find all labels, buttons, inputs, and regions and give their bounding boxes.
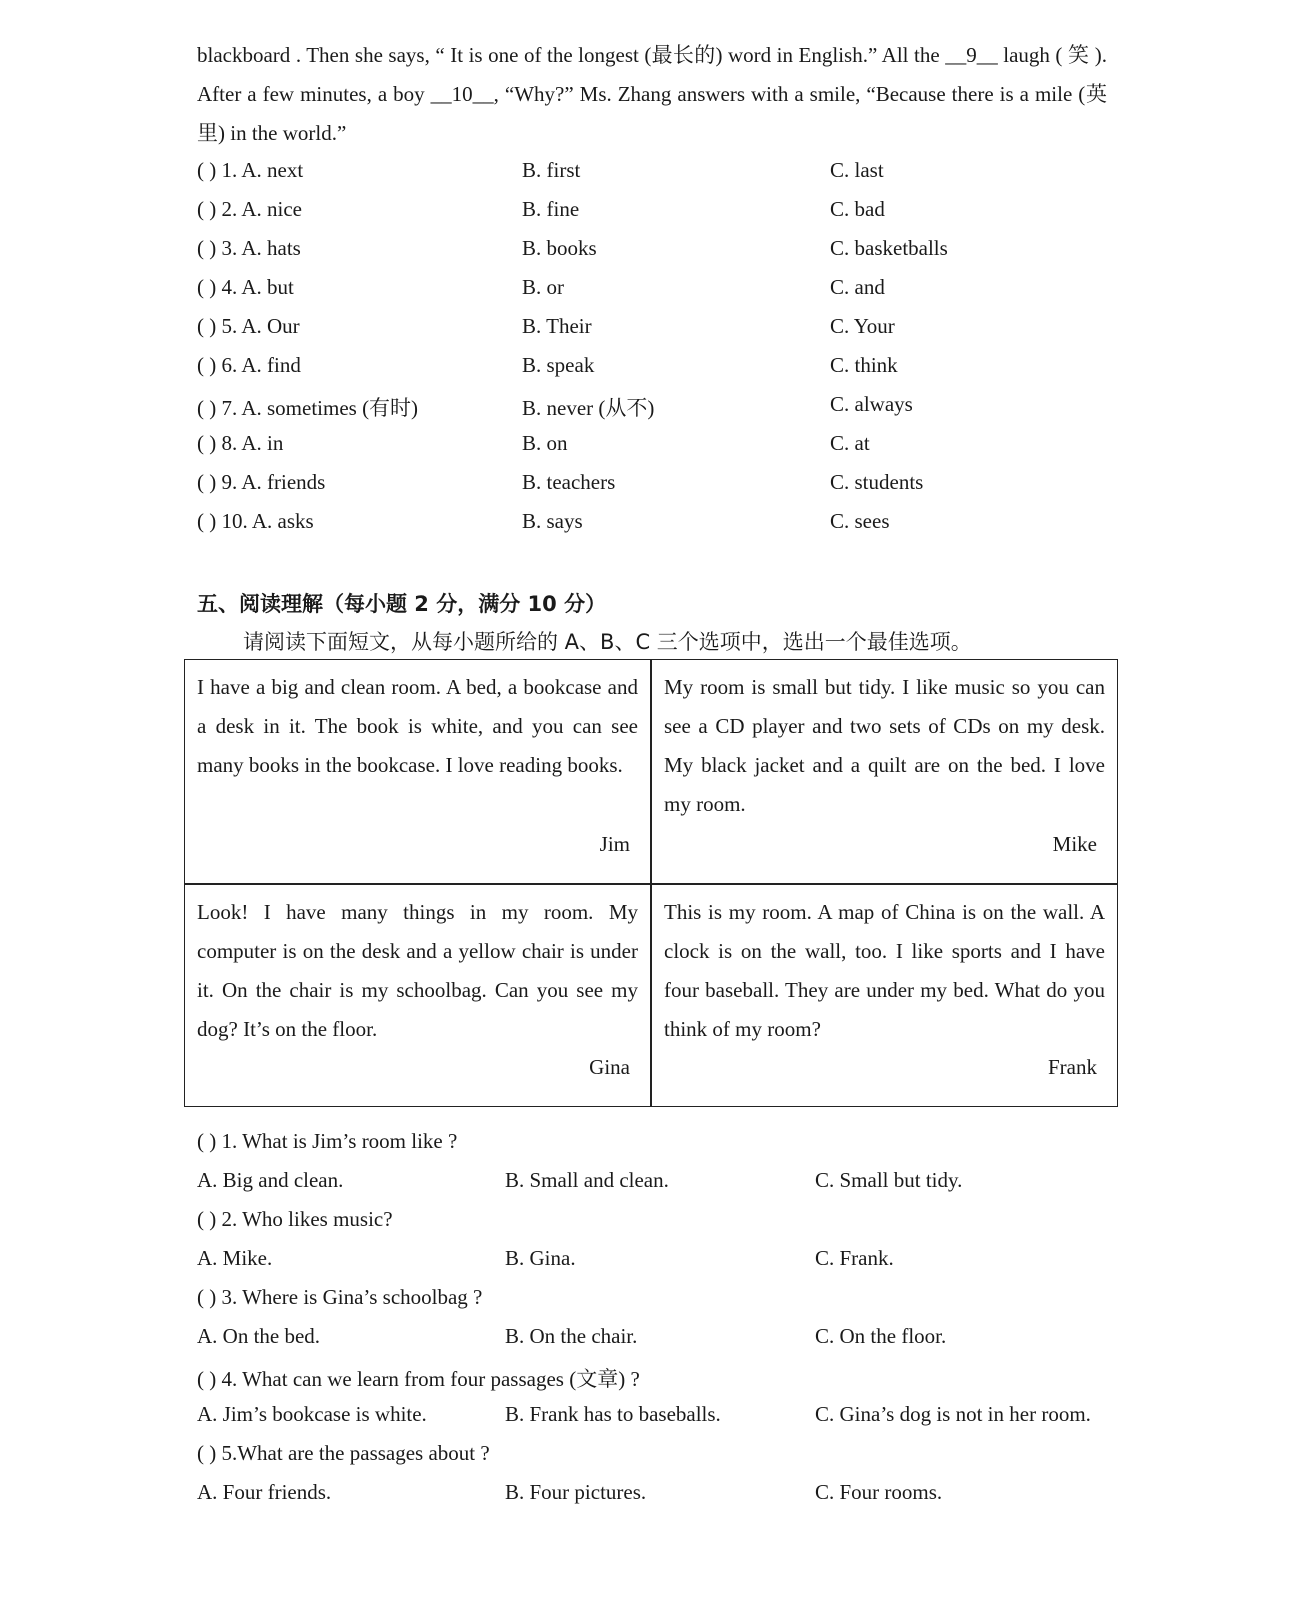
passage-text: My room is small but tidy. I like music so you can see a CD player and two sets of CDs on my desk. My black jacket and a quilt are on the bed. I love my room. xyxy=(664,675,1105,816)
question-row xyxy=(0,1363,1290,1393)
cloze-option-b: B. on xyxy=(522,431,568,455)
cloze-option-b: B. says xyxy=(522,509,583,533)
passage-author: Mike xyxy=(1052,832,1097,856)
passage-cell xyxy=(652,885,1117,1106)
answer-option-a: A. Jim’s bookcase is white. xyxy=(197,1402,427,1426)
answer-option-c: C. On the floor. xyxy=(815,1324,947,1348)
section-instruction: 请阅读下面短文，从每小题所给的 A、B、C 三个选项中，选出一个最佳选项。 xyxy=(243,630,972,654)
cloze-option-b: B. speak xyxy=(522,353,595,377)
answer-option-a: A. Big and clean. xyxy=(197,1168,344,1192)
passage-tail: blackboard . Then she says, “ It is one of the longest (最长的) word in English.” All the __9__ laugh ( 笑 ). After a few minutes, a boy __10__, “Why?” Ms. Zhang answers with a smile, “Because there is a mile (英里) in the world.” xyxy=(197,43,1107,145)
answer-option-c: C. Four rooms. xyxy=(815,1480,943,1504)
passage-cell xyxy=(652,660,1117,883)
cloze-row xyxy=(0,275,1290,305)
answer-row xyxy=(0,1402,1290,1432)
passage-text: This is my room. A map of China is on the wall. A clock is on the wall, too. I like sports and I have four baseball. They are under my bed. What do you think of my room? xyxy=(664,900,1105,1041)
cloze-option-c: C. and xyxy=(830,275,885,299)
cloze-option-b: B. Their xyxy=(522,314,592,338)
question-row xyxy=(0,1441,1290,1471)
cloze-question: ( ) 3. A. hats xyxy=(197,236,301,260)
cloze-question: ( ) 9. A. friends xyxy=(197,470,326,494)
passages-table xyxy=(184,659,1118,1107)
question-text: ( ) 2. Who likes music? xyxy=(197,1207,393,1231)
passage-author: Jim xyxy=(599,832,630,856)
question-text: ( ) 3. Where is Gina’s schoolbag ? xyxy=(197,1285,483,1309)
cloze-row xyxy=(0,392,1290,422)
cloze-option-c: C. at xyxy=(830,431,870,455)
question-text: ( ) 1. What is Jim’s room like ? xyxy=(197,1129,458,1153)
cloze-option-c: C. Your xyxy=(830,314,895,338)
answer-row xyxy=(0,1480,1290,1510)
answer-option-a: A. On the bed. xyxy=(197,1324,321,1348)
answer-option-c: C. Frank. xyxy=(815,1246,894,1270)
question-row xyxy=(0,1285,1290,1315)
cloze-question: ( ) 4. A. but xyxy=(197,275,294,299)
cloze-option-b: B. first xyxy=(522,158,581,182)
answer-option-a: A. Four friends. xyxy=(197,1480,332,1504)
passage-author: Frank xyxy=(1048,1055,1097,1079)
cloze-option-c: C. think xyxy=(830,353,898,377)
cloze-question: ( ) 6. A. find xyxy=(197,353,301,377)
cloze-row xyxy=(0,314,1290,344)
question-text: ( ) 5.What are the passages about ? xyxy=(197,1441,490,1465)
section-title: 五、阅读理解（每小题 2 分，满分 10 分） xyxy=(197,592,607,616)
answer-option-c: C. Small but tidy. xyxy=(815,1168,963,1192)
cloze-option-c: C. basketballs xyxy=(830,236,948,260)
question-row xyxy=(0,1207,1290,1237)
cloze-option-b: B. teachers xyxy=(522,470,616,494)
cloze-row xyxy=(0,158,1290,188)
cloze-question: ( ) 10. A. asks xyxy=(197,509,314,533)
cloze-option-b: B. never (从不) xyxy=(522,396,655,420)
cloze-option-c: C. students xyxy=(830,470,924,494)
answer-option-b: B. Small and clean. xyxy=(505,1168,669,1192)
question-text: ( ) 4. What can we learn from four passages (文章) ? xyxy=(197,1367,640,1391)
cloze-row xyxy=(0,236,1290,266)
answer-option-b: B. Frank has to baseballs. xyxy=(505,1402,721,1426)
cloze-question: ( ) 5. A. Our xyxy=(197,314,300,338)
answer-option-a: A. Mike. xyxy=(197,1246,273,1270)
cloze-row xyxy=(0,470,1290,500)
answer-option-b: B. Gina. xyxy=(505,1246,576,1270)
passage-cell xyxy=(185,660,650,883)
answer-option-b: B. Four pictures. xyxy=(505,1480,647,1504)
cloze-option-b: B. or xyxy=(522,275,564,299)
cloze-option-c: C. sees xyxy=(830,509,890,533)
cloze-question: ( ) 2. A. nice xyxy=(197,197,302,221)
cloze-option-c: C. last xyxy=(830,158,884,182)
cloze-option-c: C. bad xyxy=(830,197,885,221)
answer-option-b: B. On the chair. xyxy=(505,1324,638,1348)
cloze-question: ( ) 8. A. in xyxy=(197,431,284,455)
cloze-option-b: B. fine xyxy=(522,197,580,221)
passage-author: Gina xyxy=(589,1055,630,1079)
answer-row xyxy=(0,1246,1290,1276)
answer-option-c: C. Gina’s dog is not in her room. xyxy=(815,1402,1091,1426)
passage-text: Look! I have many things in my room. My computer is on the desk and a yellow chair is under it. On the chair is my schoolbag. Can you see my dog? It’s on the floor. xyxy=(197,900,638,1041)
cloze-row xyxy=(0,431,1290,461)
answer-row xyxy=(0,1168,1290,1198)
cloze-row xyxy=(0,353,1290,383)
answer-row xyxy=(0,1324,1290,1354)
cloze-row xyxy=(0,197,1290,227)
cloze-option-c: C. always xyxy=(830,392,913,416)
question-row xyxy=(0,1129,1290,1159)
cloze-row xyxy=(0,509,1290,539)
cloze-question: ( ) 1. A. next xyxy=(197,158,304,182)
passage-text: I have a big and clean room. A bed, a bookcase and a desk in it. The book is white, and you can see many books in the bookcase. I love reading books. xyxy=(197,675,638,777)
passage-cell xyxy=(185,885,650,1106)
cloze-question: ( ) 7. A. sometimes (有时) xyxy=(197,396,419,420)
cloze-option-b: B. books xyxy=(522,236,597,260)
